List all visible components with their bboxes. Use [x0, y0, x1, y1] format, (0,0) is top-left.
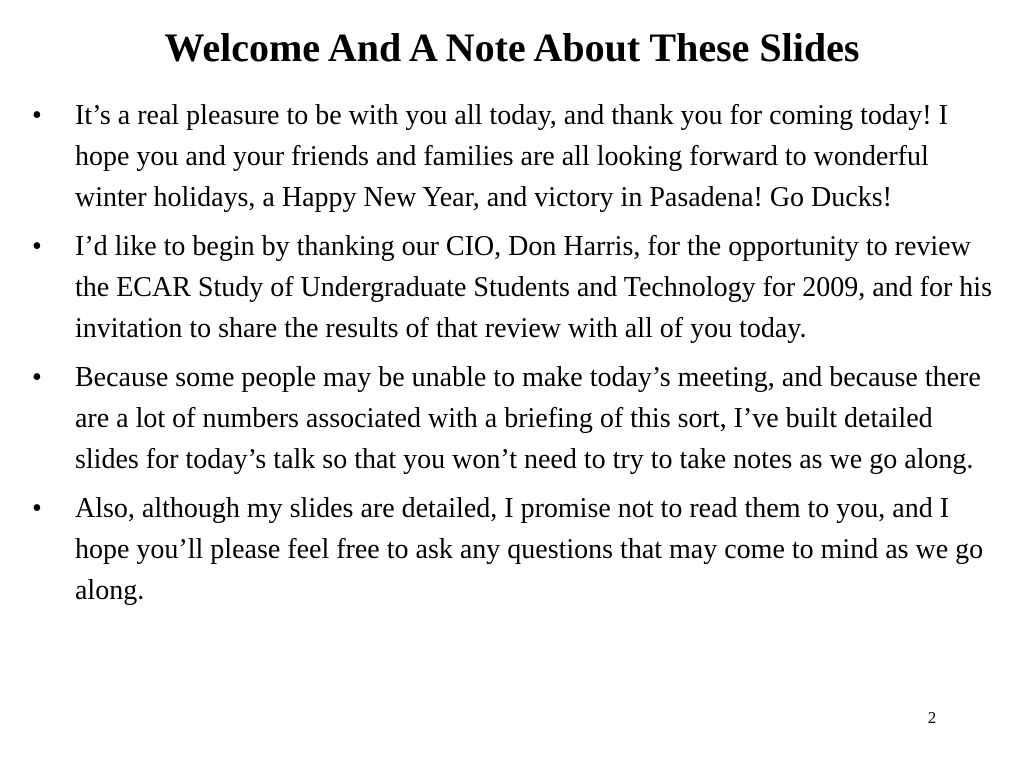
page-number: 2 [927, 708, 937, 727]
bullet-dot-icon: • [32, 231, 42, 262]
bullet-text: I’d like to begin by thanking our CIO, Don Harris, for the opportunity to review the ECAR Study of Undergraduate Students and Technology for 2009, and for his invitation to share the results of that review with all of you today. [75, 231, 992, 344]
bullet-item [32, 226, 997, 349]
slide-title: Welcome And A Note About These Slides [164, 25, 860, 70]
bullet-dot-icon: • [32, 362, 42, 393]
bullet-dot-icon: • [32, 100, 42, 131]
bullet-item [32, 488, 997, 611]
bullet-item [32, 357, 997, 480]
bullet-text: It’s a real pleasure to be with you all today, and thank you for coming today! I hope you and your friends and families are all looking forward to wonderful winter holidays, a Happy New Year, and victory in Pasadena! Go Ducks! [75, 100, 948, 213]
bullet-list [32, 95, 997, 619]
bullet-text: Also, although my slides are detailed, I promise not to read them to you, and I hope you’ll please feel free to ask any questions that may come to mind as we go along. [75, 493, 984, 606]
bullet-item [32, 95, 997, 218]
bullet-text: Because some people may be unable to make today’s meeting, and because there are a lot of numbers associated with a briefing of this sort, I’ve built detailed slides for today’s talk so that you won’t need to try to take notes as we go along. [75, 362, 981, 475]
bullet-dot-icon: • [32, 493, 42, 524]
